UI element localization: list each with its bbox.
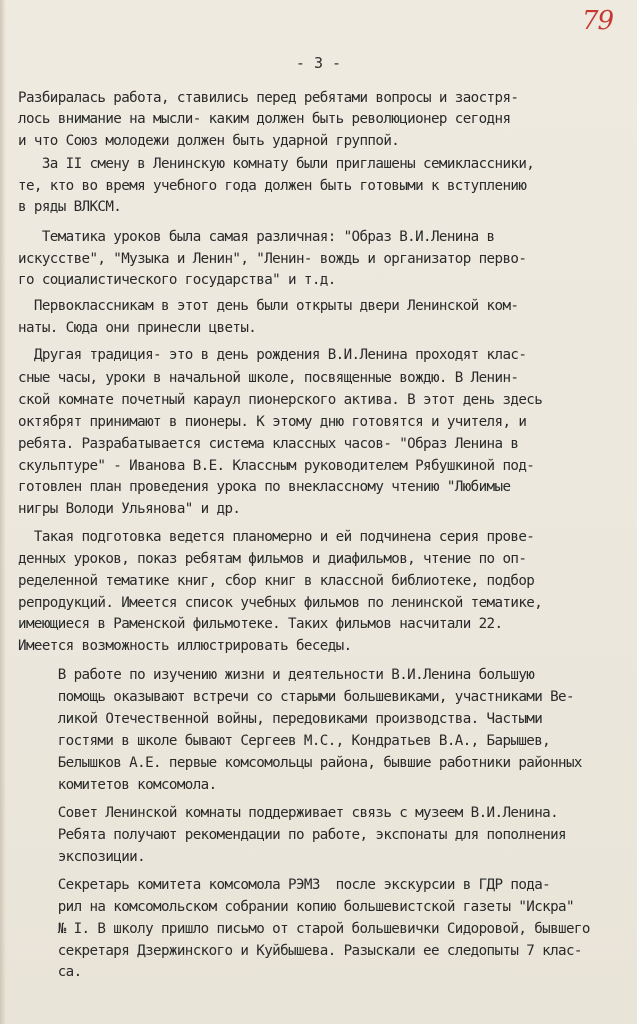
- page-edge-shadow: [0, 0, 6, 1024]
- text-line: ской комнате почетный караул пионерского актива. В этот день здесь: [18, 392, 543, 408]
- text-line: В работе по изучению жизни и деятельности В.И.Ленина большую: [18, 667, 535, 683]
- text-line: Другая традиция- это в день рождения В.И.Ленина проходят клас-: [18, 347, 527, 363]
- text-line: са.: [18, 964, 82, 980]
- text-line: гостями в школе бывают Сергеев М.С., Кондратьев В.А., Барышев,: [18, 733, 551, 749]
- text-line: октябрят принимают в пионеры. К этому дню готовятся и учителя, и: [18, 414, 527, 430]
- text-line: лось внимание на мысли- каким должен быть революционер сегодня: [18, 111, 511, 127]
- text-line: комитетов комсомола.: [18, 777, 217, 793]
- text-line: в ряды ВЛКСМ.: [18, 199, 122, 215]
- text-line: го социалистического государства" и т.д.: [18, 272, 336, 288]
- text-line: № I. В школу пришло письмо от старой большевички Сидоровой, бывшего: [18, 921, 590, 937]
- text-line: Такая подготовка ведется планомерно и ей подчинена серия прове-: [18, 529, 535, 545]
- text-line: Имеется возможность иллюстрировать беседы.: [18, 638, 352, 654]
- text-line: имеющиеся в Раменской фильмотеке. Таких фильмов насчитали 22.: [18, 616, 503, 632]
- text-line: те, кто во время учебного года должен быть готовыми к вступлению: [18, 178, 527, 194]
- text-line: репродукций. Имеется список учебных фильмов по ленинской тематике,: [18, 595, 543, 611]
- text-line: искусстве", "Музыка и Ленин", "Ленин- вождь и организатор перво-: [18, 251, 527, 267]
- text-line: ределенной тематике книг, сбор книг в классной библиотеке, подбор: [18, 573, 535, 589]
- text-line: секретаря Дзержинского и Куйбышева. Разыскали ее следопыты 7 клас-: [18, 943, 582, 959]
- text-line: скульптуре" - Иванова В.Е. Классным руководителем Рябушкиной под-: [18, 458, 535, 474]
- text-line: нигры Володи Ульянова" и др.: [18, 501, 241, 517]
- text-line: За II смену в Ленинскую комнату были приглашены семиклассники,: [18, 156, 535, 172]
- text-line: Первоклассникам в этот день были открыты двери Ленинской ком-: [18, 298, 519, 314]
- text-line: экспозиции.: [18, 849, 146, 865]
- text-line: Совет Ленинской комнаты поддерживает связь с музеем В.И.Ленина.: [18, 805, 559, 821]
- page-number: - 3 -: [295, 54, 342, 72]
- text-line: Белышков А.Е. первые комсомольцы района, бывшие работники районных: [18, 755, 582, 771]
- text-line: рил на комсомольском собрании копию большевистской газеты "Искра": [18, 899, 574, 915]
- text-line: Ребята получают рекомендации по работе, экспонаты для пополнения: [18, 827, 566, 843]
- text-line: помощь оказывают встречи со старыми большевиками, участниками Ве-: [18, 689, 574, 705]
- text-line: денных уроков, показ ребятам фильмов и диафильмов, чтение по оп-: [18, 551, 527, 567]
- text-line: наты. Сюда они принесли цветы.: [18, 320, 257, 336]
- text-line: ребята. Разрабатывается система классных часов- "Образ Ленина в: [18, 436, 519, 452]
- text-line: и что Союз молодежи должен быть ударной группой.: [18, 133, 400, 149]
- text-line: сные часы, уроки в начальной школе, посвященные вождю. В Ленин-: [18, 370, 519, 386]
- text-line: ликой Отечественной войны, передовиками производства. Частыми: [18, 711, 543, 727]
- text-line: Тематика уроков была самая различная: "Образ В.И.Ленина в: [18, 229, 495, 245]
- archive-number: 79: [582, 6, 614, 36]
- text-line: Разбиралась работа, ставились перед ребятами вопросы и заостря-: [18, 90, 519, 106]
- text-line: готовлен план проведения урока по внеклассному чтению "Любимые: [18, 479, 511, 495]
- text-line: Секретарь комитета комсомола РЭМЗ после экскурсии в ГДР пода-: [18, 877, 551, 893]
